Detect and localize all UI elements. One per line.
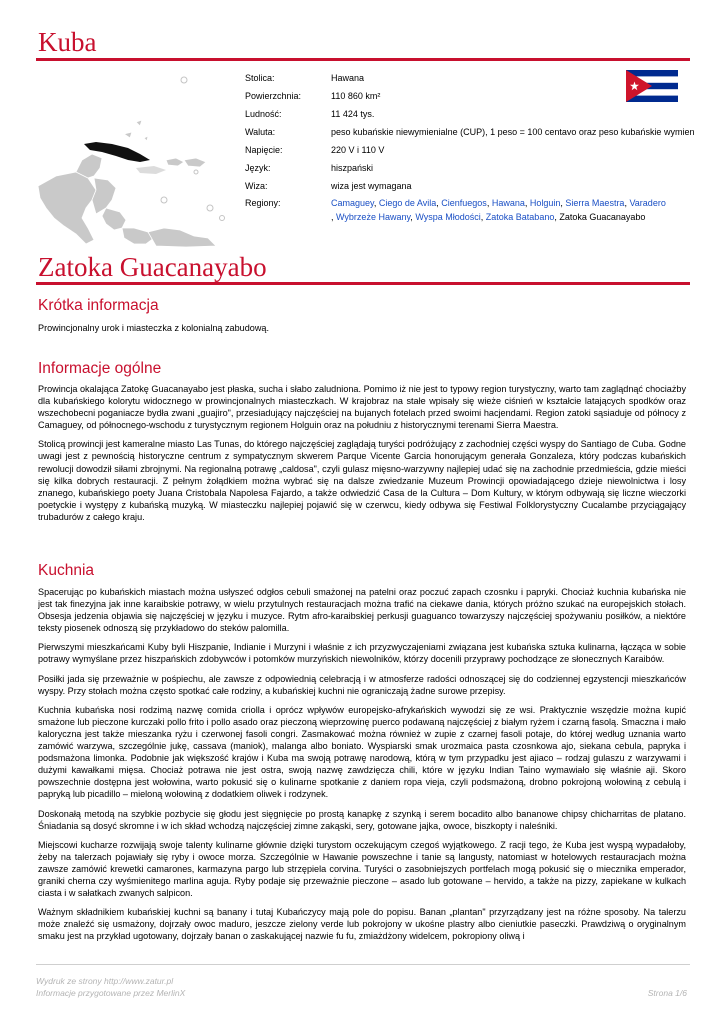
region-link[interactable]: Varadero bbox=[629, 198, 666, 208]
fact-value: wiza jest wymagana bbox=[331, 181, 412, 191]
region-link[interactable]: Hawana bbox=[491, 198, 525, 208]
fact-value: hiszpański bbox=[331, 163, 374, 173]
fact-label: Napięcie: bbox=[245, 145, 283, 155]
short-info-text: Prowincjonalny urok i miasteczka z kolonialną zabudową. bbox=[38, 323, 269, 333]
cuisine-paragraph: Doskonałą metodą na szybkie pozbycie się głodu jest sięgnięcie po prostą kanapkę z szynką i serem bocadito albo bananowe chipsy chicharritas de platano. Śniadania są dosyć skromne i w ich skład wchodzą najczęściej zimne zakąski, sery, gotowane jajka, owoce, biszkopty i naleśniki. bbox=[38, 808, 686, 831]
general-info-heading: Informacje ogólne bbox=[38, 360, 162, 377]
region-link[interactable]: Zatoka Batabano bbox=[485, 211, 555, 222]
place-title: Zatoka Guacanayabo bbox=[38, 252, 267, 282]
regions-list: Camaguey, Ciego de Avila, Cienfuegos, Hawana, Holguin, Sierra Maestra, Varadero , Wybrzeże Hawany, Wyspa Młodości, Zatoka Batabano, Zatoka Guacanayabo bbox=[331, 198, 666, 222]
fact-value: Hawana bbox=[331, 73, 365, 83]
regions-label: Regiony: bbox=[245, 198, 281, 208]
country-title: Kuba bbox=[38, 27, 97, 57]
fact-value: 220 V i 110 V bbox=[331, 145, 385, 155]
region-link[interactable]: Ciego de Avila bbox=[378, 198, 437, 208]
fact-value: 110 860 km² bbox=[331, 91, 381, 101]
place-title-divider bbox=[36, 282, 690, 285]
footer-divider bbox=[36, 964, 690, 965]
region-link[interactable]: Camaguey bbox=[331, 198, 374, 208]
caribbean-map-icon bbox=[36, 68, 236, 248]
cuisine-paragraph: Miejscowi kucharze rozwijają swoje talenty kulinarne głównie dzięki turystom oczekującym czegoś wyjątkowego. Z racji tego, że Kuba jest wyspą wypadałoby, żeby na talerzach pojawiały się ryby i owoce morza. Szczególnie w Hawanie powszechne i tanie są langusty, natomiast w hotelowych restauracjach można zawsze zamówić krewetki camarones, karmazyna pargo lub strzępiela corvina. Turyści o zasobniejszych portfelach mogą pokusić się o miecznika emperador, graniki cherna czy wyśmienitego marlina aguja. Ryby podaje się przeważnie pieczone – asado lub gotowane – hervido, a także na pizzy, zapiekane w kulkach ciasta i w sałatkach zwanych salpicon. bbox=[38, 839, 686, 899]
general-paragraph: Stolicą prowincji jest kameralne miasto Las Tunas, do którego najczęściej zaglądają turyści podróżujący z zachodniej części wyspy do Santiago de Cuba. Godne uwagi jest z pewnością historyczne centrum z sympatycznym skwerem Parque Vicente Garcia honorującym generała Gonzaleza, który podczas kubańskich rewolucji dowodził siłami zbrojnymi. Na regionalną potrawę „caldosa", czyli gulasz mięsno-warzywny najlepiej udać się na zachodnie przedmieścia, gdzie mieści się kilka dobrych restauracji. Z pełnym żołądkiem można wybrać się na dalsze zwiedzanie Muzeum Prowincji opowiadającego dzieje niewolnictwa i losy znanego, kubańskiego poety Juana Cristobala Napolesa Fajardo, a także odwiedzić Casa de la Cultura – Dom Kultury, w którym odbywają się liczne wieczorki poetyckie i występy z kubańską muzyką. W miasteczku najlepiej pojawić się w czerwcu, kiedy odbywa się Festiwal Folklorystyczny Cucalambe przyciągający trubadurów z całego kraju. bbox=[38, 439, 686, 522]
region-link[interactable]: Cienfuegos bbox=[441, 198, 487, 208]
short-info-heading: Krótka informacja bbox=[38, 297, 159, 314]
cuisine-paragraph: Ważnym składnikiem kubańskiej kuchni są banany i tutaj Kubańczycy mają pole do popisu. Banan „plantan" przyrządzany jest na różne sposoby. Na talerzu może znaleźć się usmażony, dojrzały owoc maduro, jeszcze zielony verde lub pokrojony w ukośne plastry albo cieniutkie paseczki. Prawdziwą o oryginalnym smaku jest na przykład ugotowany, dojrzały banan o zaskakującej nazwie fu fu, zmiażdżony widelcem, pokropiony oliwą i bbox=[38, 907, 686, 942]
region-link[interactable]: Wybrzeże Hawany bbox=[336, 211, 411, 222]
fact-label: Wiza: bbox=[245, 181, 268, 191]
cuisine-paragraph: Pierwszymi mieszkańcami Kuby byli Hiszpanie, Indianie i Murzyni i właśnie z ich przyzwyczajeniami związana jest kubańska sztuka kulinarna, łącząca w sobie potrawy wymyślane przez hiszpańskich zdobywców i potomków murzyńskich niewolników, którzy docenili przyprawy pochodzące ze słonecznych Karaibów. bbox=[38, 642, 686, 665]
title-divider bbox=[36, 58, 690, 61]
cuisine-body bbox=[38, 586, 686, 960]
footer-source: Wydruk ze strony http://www.zatur.pl bbox=[36, 976, 174, 986]
fact-label: Waluta: bbox=[245, 127, 276, 137]
fact-label: Stolica: bbox=[245, 73, 275, 83]
fact-value: peso kubańskie niewymienialne (CUP), 1 peso = 100 centavo oraz peso kubańskie wymien bbox=[331, 127, 695, 137]
cuisine-paragraph: Kuchnia kubańska nosi rodzimą nazwę comida criolla i oprócz wpływów europejsko-afrykańskich wywodzi się ze wsi. Praktycznie wszędzie można kupić smażone lub pieczone kurczaki pollo frito i pollo asado oraz pieczoną wieprzowinę puerco podawaną najczęściej z białym ryżem i czarną fasolą. Smaczna i mało kaloryczna jest także mieszanka ryżu i czerwonej fasoli congri. Zasmakować można również w zupie z czarnej fasoli potaje, do której według uznania warto zamówić warzywa, szczególnie jukę, cassava (maniok), malanga albo boniato. Wyspiarski smak urozmaica pasta czosnkowa ajo, siekana cebula, papryka i podsmażona limonka. Podobnie jak większość krajów i Kuba ma swoją potrawę narodową, którą w tym przypadku jest ajiaco – rodzaj gulaszu z warzywami i dużymi kawałkami mięsa. Chociaż potrawa nie jest ostra, swoją nazwę zawdzięcza chili, które w języku Indian Taino wymawiało się właśnie aji. Skoro powszechnie dostępna jest wołowina, warto pokusić się o kulinarne spotkanie z daniem ropa vieja, czyli podsmażoną, drobno pokrojoną wołowiną z cebulą i papryką lub picadillo – mieloną wołowiną z dodatkiem oliwek i rodzynek. bbox=[38, 704, 686, 800]
cuba-flag-icon bbox=[626, 70, 678, 102]
fact-label: Język: bbox=[245, 163, 271, 173]
region-link[interactable]: Sierra Maestra bbox=[565, 198, 625, 208]
fact-label: Ludność: bbox=[245, 109, 282, 119]
general-info-body bbox=[38, 383, 686, 530]
region-current: Zatoka Guacanayabo bbox=[559, 211, 646, 222]
general-paragraph: Prowincja okalająca Zatokę Guacanayabo jest płaska, sucha i słabo zaludniona. Pomimo iż nie jest to typowy region turystyczny, warto tam zaglądnąć chociażby dla kubańskiego kolorytu widocznego w prowincjonalnych miasteczkach. W krajobraz na stałe wpisały się wieże ciśnień w kształcie latających spodków oraz wszechobecni poganiacze bydła zwani „guajiro", przesiadujący najczęściej na bujanych fotelach przed swoimi hacjendami. Region zatoki sąsiaduje od północy z Camaguey, od północnego-wschodu z turystycznym regionem Holguin oraz na południu z historycznymi terenami Sierra Maestra. bbox=[38, 384, 686, 431]
cuisine-paragraph: Spacerując po kubańskich miastach można usłyszeć odgłos cebuli smażonej na patelni oraz poczuć zapach czosnku i papryki. Chociaż kuchnia kubańska nie jest tak finezyjna jak inne karaibskie potrawy, w wielu przytulnych restauracjach można trafić na ciekawe dania, których próżno szukać na europejskich stołach. Obsesja jedzenia objawia się najczęściej w języku i muzyce. Rytm afro-karaibskiej perkusji guaguanco towarzyszy najczęściej spożywaniu posiłków, a niektóre teksty piosenek odnoszą się przykładowo do steków palomilla. bbox=[38, 587, 686, 634]
cuisine-paragraph: Posiłki jada się przeważnie w pośpiechu, ale zawsze z odpowiednią celebracją i w atmosferze radości odnoszącej się do codziennej egzystencji mieszkańców wyspy. Przy stołach można często spotkać całe rodziny, a kubańskiej kuchni nie ograniczają żadne surowe przepisy. bbox=[38, 673, 686, 696]
fact-value: 11 424 tys. bbox=[331, 109, 375, 119]
region-link[interactable]: Holguin bbox=[529, 198, 561, 208]
footer-author: Informacje przygotowane przez MerlinX bbox=[36, 988, 186, 998]
region-link[interactable]: Wyspa Młodości bbox=[415, 211, 481, 222]
cuisine-heading: Kuchnia bbox=[38, 562, 95, 579]
footer-page-number: Strona 1/6 bbox=[647, 988, 687, 998]
fact-label: Powierzchnia: bbox=[245, 91, 302, 101]
